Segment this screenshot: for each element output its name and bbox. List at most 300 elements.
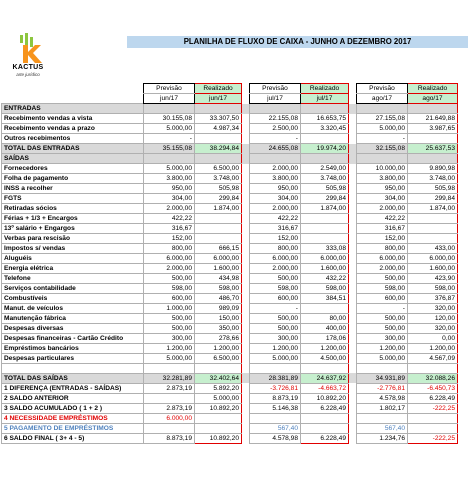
realized-value-m2 — [301, 134, 349, 144]
forecast-value-m1: 35.155,08 — [144, 144, 195, 154]
realized-value-m1: 38.294,84 — [195, 144, 242, 154]
column-gap — [349, 364, 357, 374]
forecast-value-m2: -3.726,81 — [250, 383, 301, 393]
forecast-value-m2: - — [250, 134, 301, 144]
realized-value-m3: 505,98 — [408, 184, 458, 194]
forecast-value-m2: 8.873,19 — [250, 393, 301, 403]
header-plan-label: Previsão — [250, 84, 301, 94]
column-gap — [242, 324, 250, 334]
forecast-value-m1: 316,67 — [144, 224, 195, 234]
header-plan-month: jun/17 — [144, 94, 195, 104]
realized-value-m2: 16.653,75 — [301, 114, 349, 124]
column-gap — [242, 364, 250, 374]
realized-value-m1: 299,84 — [195, 194, 242, 204]
table-row — [2, 433, 458, 443]
realized-value-m3: 1.200,00 — [408, 344, 458, 354]
table-row — [2, 304, 458, 314]
sheet-title: PLANILHA DE FLUXO DE CAIXA - JUNHO A DEZEMBRO 2017 — [127, 36, 468, 48]
column-gap — [349, 184, 357, 194]
row-label: 5 PAGAMENTO DE EMPRÉSTIMOS — [2, 423, 144, 433]
column-gap — [349, 373, 357, 383]
realized-value-m1: 150,00 — [195, 314, 242, 324]
realized-value-m1: 434,98 — [195, 274, 242, 284]
column-gap — [349, 334, 357, 344]
row-label: 13º salário + Engargos — [2, 224, 144, 234]
table-row — [2, 284, 458, 294]
column-gap — [349, 164, 357, 174]
forecast-value-m3: 316,67 — [357, 224, 408, 234]
forecast-value-m2: 28.381,89 — [250, 373, 301, 383]
header-real-month: ago/17 — [408, 94, 458, 104]
row-label: Outros recebimentos — [2, 134, 144, 144]
realized-value-m2 — [301, 304, 349, 314]
realized-value-m3: -6.450,73 — [408, 383, 458, 393]
realized-value-m3: 32.088,26 — [408, 373, 458, 383]
forecast-value-m2: 316,67 — [250, 224, 301, 234]
kactus-logo-icon — [16, 33, 44, 65]
realized-value-m2 — [301, 224, 349, 234]
row-label: TOTAL DAS SAÍDAS — [2, 373, 144, 383]
column-gap — [242, 403, 250, 413]
forecast-value-m1 — [144, 423, 195, 433]
realized-value-m3: 3.748,00 — [408, 174, 458, 184]
realized-value-m1 — [195, 413, 242, 423]
row-label: Telefone — [2, 274, 144, 284]
realized-value-m3: 598,00 — [408, 284, 458, 294]
column-gap — [242, 254, 250, 264]
row-label: Energia elétrica — [2, 264, 144, 274]
realized-value-m3: 120,00 — [408, 314, 458, 324]
column-gap — [349, 344, 357, 354]
table-row — [2, 324, 458, 334]
column-gap — [349, 433, 357, 443]
realized-value-m2 — [301, 154, 349, 164]
table-row — [2, 144, 458, 154]
forecast-value-m3: 500,00 — [357, 324, 408, 334]
realized-value-m2: 1.874,00 — [301, 204, 349, 214]
realized-value-m3 — [408, 224, 458, 234]
column-gap — [349, 134, 357, 144]
realized-value-m3: 21.649,88 — [408, 114, 458, 124]
table-row — [2, 423, 458, 433]
realized-value-m1: 5.892,20 — [195, 383, 242, 393]
header-plan-month: ago/17 — [357, 94, 408, 104]
table-row — [2, 224, 458, 234]
column-gap — [349, 244, 357, 254]
column-gap — [349, 214, 357, 224]
forecast-value-m2 — [250, 364, 301, 374]
table-row — [2, 314, 458, 324]
row-label: Aluguéis — [2, 254, 144, 264]
realized-value-m1 — [195, 214, 242, 224]
realized-value-m3: 6.228,49 — [408, 393, 458, 403]
column-gap — [349, 294, 357, 304]
realized-value-m1: 1.600,00 — [195, 264, 242, 274]
row-label: Manut. de veículos — [2, 304, 144, 314]
table-row — [2, 413, 458, 423]
realized-value-m2: 80,00 — [301, 314, 349, 324]
realized-value-m3 — [408, 134, 458, 144]
table-row — [2, 334, 458, 344]
row-label: Verbas para rescisão — [2, 234, 144, 244]
forecast-value-m3: 5.000,00 — [357, 124, 408, 134]
forecast-value-m1: 30.155,08 — [144, 114, 195, 124]
forecast-value-m3: 567,40 — [357, 423, 408, 433]
row-label: Férias + 1/3 + Encargos — [2, 214, 144, 224]
realized-value-m1: 666,15 — [195, 244, 242, 254]
realized-value-m3: 6.000,00 — [408, 254, 458, 264]
column-gap — [242, 393, 250, 403]
column-gap — [242, 104, 250, 114]
forecast-value-m1: 800,00 — [144, 244, 195, 254]
table-row — [2, 214, 458, 224]
forecast-value-m2: 2.000,00 — [250, 204, 301, 214]
header-blank — [2, 84, 144, 94]
column-gap — [349, 104, 357, 114]
table-row — [2, 234, 458, 244]
forecast-value-m1 — [144, 364, 195, 374]
forecast-value-m3: 10.000,00 — [357, 164, 408, 174]
row-label: Despesas diversas — [2, 324, 144, 334]
row-label: Combustíveis — [2, 294, 144, 304]
forecast-value-m1: 5.000,00 — [144, 124, 195, 134]
realized-value-m2 — [301, 234, 349, 244]
row-label: Manutenção fábrica — [2, 314, 144, 324]
forecast-value-m2: 422,22 — [250, 214, 301, 224]
forecast-value-m3: - — [357, 134, 408, 144]
column-gap — [349, 174, 357, 184]
column-gap — [242, 204, 250, 214]
column-gap — [349, 413, 357, 423]
forecast-value-m3: 27.155,08 — [357, 114, 408, 124]
realized-value-m3: -222,25 — [408, 403, 458, 413]
table-row — [2, 164, 458, 174]
realized-value-m2: 178,06 — [301, 334, 349, 344]
column-gap — [349, 124, 357, 134]
realized-value-m2: 3.748,00 — [301, 174, 349, 184]
table-row — [2, 124, 458, 134]
forecast-value-m1: 950,00 — [144, 184, 195, 194]
realized-value-m2: 598,00 — [301, 284, 349, 294]
forecast-value-m1: 500,00 — [144, 314, 195, 324]
realized-value-m2: 10.892,20 — [301, 393, 349, 403]
realized-value-m3 — [408, 423, 458, 433]
column-gap — [349, 403, 357, 413]
column-gap — [242, 274, 250, 284]
header-plan-label: Previsão — [357, 84, 408, 94]
row-label: INSS a recolher — [2, 184, 144, 194]
forecast-value-m3 — [357, 413, 408, 423]
forecast-value-m2: 2.000,00 — [250, 264, 301, 274]
forecast-value-m2: 800,00 — [250, 244, 301, 254]
row-label: 1 DIFERENÇA (ENTRADAS - SAÍDAS) — [2, 383, 144, 393]
realized-value-m1: 989,09 — [195, 304, 242, 314]
realized-value-m1: 6.500,00 — [195, 354, 242, 364]
column-gap — [242, 124, 250, 134]
realized-value-m1: 278,66 — [195, 334, 242, 344]
header-real-label: Realizado — [195, 84, 242, 94]
forecast-value-m3: 500,00 — [357, 274, 408, 284]
row-label — [2, 364, 144, 374]
forecast-value-m3: 500,00 — [357, 314, 408, 324]
row-label: 3 SALDO ACUMULADO ( 1 + 2 ) — [2, 403, 144, 413]
forecast-value-m1 — [144, 393, 195, 403]
forecast-value-m3: 152,00 — [357, 234, 408, 244]
table-row — [2, 274, 458, 284]
column-gap — [242, 84, 250, 94]
forecast-value-m1: 300,00 — [144, 334, 195, 344]
row-label: FGTS — [2, 194, 144, 204]
row-label: 6 SALDO FINAL ( 3+ 4 - 5) — [2, 433, 144, 443]
realized-value-m1: 505,98 — [195, 184, 242, 194]
column-gap — [349, 204, 357, 214]
forecast-value-m2: 4.578,98 — [250, 433, 301, 443]
logo-name: KACTUS — [12, 64, 44, 71]
forecast-value-m1: 2.000,00 — [144, 264, 195, 274]
realized-value-m1: 1.874,00 — [195, 204, 242, 214]
forecast-value-m2: 567,40 — [250, 423, 301, 433]
header-real-label: Realizado — [301, 84, 349, 94]
realized-value-m3: 299,84 — [408, 194, 458, 204]
column-gap — [242, 354, 250, 364]
logo-tagline: arte jurídico — [16, 72, 40, 77]
forecast-value-m3: 1.802,17 — [357, 403, 408, 413]
column-gap — [349, 234, 357, 244]
row-label: Recebimento vendas a vista — [2, 114, 144, 124]
forecast-value-m2: 22.155,08 — [250, 114, 301, 124]
table-row — [2, 204, 458, 214]
column-gap — [242, 234, 250, 244]
column-gap — [242, 184, 250, 194]
table-row — [2, 294, 458, 304]
forecast-value-m2: 1.200,00 — [250, 344, 301, 354]
header-real-label: Realizado — [408, 84, 458, 94]
forecast-value-m3: 3.800,00 — [357, 174, 408, 184]
forecast-value-m2: 500,00 — [250, 324, 301, 334]
column-gap — [242, 154, 250, 164]
realized-value-m2: 432,22 — [301, 274, 349, 284]
header-row-label — [2, 84, 458, 94]
forecast-value-m3: 32.155,08 — [357, 144, 408, 154]
realized-value-m3 — [408, 413, 458, 423]
realized-value-m3: 4.567,09 — [408, 354, 458, 364]
realized-value-m1 — [195, 104, 242, 114]
column-gap — [242, 244, 250, 254]
realized-value-m1: 4.987,34 — [195, 124, 242, 134]
table-row — [2, 154, 458, 164]
realized-value-m2: 3.320,45 — [301, 124, 349, 134]
forecast-value-m1: 304,00 — [144, 194, 195, 204]
row-label: Despesas financeiras - Cartão Crédito — [2, 334, 144, 344]
realized-value-m2: 400,00 — [301, 324, 349, 334]
realized-value-m3 — [408, 364, 458, 374]
realized-value-m2 — [301, 214, 349, 224]
realized-value-m3: 25.637,53 — [408, 144, 458, 154]
forecast-value-m1: 152,00 — [144, 234, 195, 244]
column-gap — [349, 354, 357, 364]
forecast-value-m3: 1.200,00 — [357, 344, 408, 354]
row-label: Fornecedores — [2, 164, 144, 174]
forecast-value-m3: 950,00 — [357, 184, 408, 194]
forecast-value-m3: 300,00 — [357, 334, 408, 344]
forecast-value-m3: 6.000,00 — [357, 254, 408, 264]
table-row — [2, 364, 458, 374]
forecast-value-m2 — [250, 154, 301, 164]
column-gap — [349, 154, 357, 164]
column-gap — [242, 344, 250, 354]
forecast-value-m2 — [250, 104, 301, 114]
forecast-value-m2: 2.500,00 — [250, 124, 301, 134]
forecast-value-m1: 5.000,00 — [144, 164, 195, 174]
column-gap — [349, 274, 357, 284]
column-gap — [349, 284, 357, 294]
forecast-value-m3: 2.000,00 — [357, 264, 408, 274]
forecast-value-m1: 6.000,00 — [144, 254, 195, 264]
forecast-value-m2: 500,00 — [250, 274, 301, 284]
row-label: Despesas particulares — [2, 354, 144, 364]
table-row — [2, 104, 458, 114]
realized-value-m1 — [195, 224, 242, 234]
column-gap — [349, 393, 357, 403]
realized-value-m1: 10.892,20 — [195, 433, 242, 443]
realized-value-m3: 0,00 — [408, 334, 458, 344]
table-row — [2, 194, 458, 204]
forecast-value-m1: 2.873,19 — [144, 383, 195, 393]
column-gap — [349, 194, 357, 204]
forecast-value-m2: 500,00 — [250, 314, 301, 324]
realized-value-m2 — [301, 364, 349, 374]
realized-value-m2 — [301, 413, 349, 423]
forecast-value-m2: 24.655,08 — [250, 144, 301, 154]
realized-value-m2: 333,08 — [301, 244, 349, 254]
forecast-value-m2: 5.146,38 — [250, 403, 301, 413]
column-gap — [242, 334, 250, 344]
column-gap — [349, 94, 357, 104]
realized-value-m3 — [408, 234, 458, 244]
realized-value-m2: 299,84 — [301, 194, 349, 204]
row-label: Recebimento vendas a prazo — [2, 124, 144, 134]
table-row — [2, 114, 458, 124]
column-gap — [349, 84, 357, 94]
column-gap — [349, 144, 357, 154]
realized-value-m2: 1.200,00 — [301, 344, 349, 354]
row-label: Folha de pagamento — [2, 174, 144, 184]
forecast-value-m3: 34.931,89 — [357, 373, 408, 383]
forecast-value-m2 — [250, 413, 301, 423]
column-gap — [242, 174, 250, 184]
forecast-value-m1: 6.000,00 — [144, 413, 195, 423]
table-row — [2, 134, 458, 144]
realized-value-m3 — [408, 104, 458, 114]
forecast-value-m2: 152,00 — [250, 234, 301, 244]
column-gap — [349, 383, 357, 393]
realized-value-m2: 6.000,00 — [301, 254, 349, 264]
realized-value-m1: 598,00 — [195, 284, 242, 294]
column-gap — [242, 134, 250, 144]
row-label: ENTRADAS — [2, 104, 144, 114]
forecast-value-m2: 304,00 — [250, 194, 301, 204]
realized-value-m3: 3.987,65 — [408, 124, 458, 134]
column-gap — [349, 314, 357, 324]
table-row — [2, 373, 458, 383]
forecast-value-m1 — [144, 154, 195, 164]
realized-value-m2: 19.974,20 — [301, 144, 349, 154]
table-row — [2, 393, 458, 403]
realized-value-m1: 6.000,00 — [195, 254, 242, 264]
forecast-value-m1: 5.000,00 — [144, 354, 195, 364]
row-label: 4 NECESSIDADE EMPRÉSTIMOS — [2, 413, 144, 423]
forecast-value-m1: - — [144, 134, 195, 144]
cash-flow-table — [1, 83, 458, 444]
column-gap — [242, 413, 250, 423]
column-gap — [242, 423, 250, 433]
forecast-value-m1: 500,00 — [144, 324, 195, 334]
forecast-value-m2: 598,00 — [250, 284, 301, 294]
realized-value-m3: 376,87 — [408, 294, 458, 304]
forecast-value-m3 — [357, 364, 408, 374]
realized-value-m1: 486,70 — [195, 294, 242, 304]
forecast-value-m1: 422,22 — [144, 214, 195, 224]
header-plan-label: Previsão — [144, 84, 195, 94]
column-gap — [349, 114, 357, 124]
forecast-value-m1: 1.000,00 — [144, 304, 195, 314]
forecast-value-m1: 8.873,19 — [144, 433, 195, 443]
forecast-value-m3: -2.776,81 — [357, 383, 408, 393]
column-gap — [349, 264, 357, 274]
column-gap — [242, 433, 250, 443]
realized-value-m2: 384,51 — [301, 294, 349, 304]
realized-value-m2: 4.500,00 — [301, 354, 349, 364]
forecast-value-m3 — [357, 104, 408, 114]
realized-value-m1: 5.000,00 — [195, 393, 242, 403]
column-gap — [242, 114, 250, 124]
forecast-value-m1: 500,00 — [144, 274, 195, 284]
column-gap — [349, 254, 357, 264]
realized-value-m2: 6.228,49 — [301, 433, 349, 443]
forecast-value-m3: 800,00 — [357, 244, 408, 254]
header-real-month: jul/17 — [301, 94, 349, 104]
forecast-value-m3: 598,00 — [357, 284, 408, 294]
realized-value-m2 — [301, 423, 349, 433]
forecast-value-m3: 5.000,00 — [357, 354, 408, 364]
forecast-value-m2: - — [250, 304, 301, 314]
column-gap — [349, 324, 357, 334]
column-gap — [242, 264, 250, 274]
column-gap — [242, 164, 250, 174]
realized-value-m2: 1.600,00 — [301, 264, 349, 274]
forecast-value-m3: 304,00 — [357, 194, 408, 204]
column-gap — [242, 284, 250, 294]
forecast-value-m2: 950,00 — [250, 184, 301, 194]
realized-value-m3 — [408, 214, 458, 224]
column-gap — [242, 294, 250, 304]
forecast-value-m3: - — [357, 304, 408, 314]
realized-value-m2: 24.637,92 — [301, 373, 349, 383]
realized-value-m2: 2.549,00 — [301, 164, 349, 174]
table-row — [2, 403, 458, 413]
forecast-value-m3 — [357, 154, 408, 164]
column-gap — [242, 224, 250, 234]
forecast-value-m2: 2.000,00 — [250, 164, 301, 174]
header-row-month — [2, 94, 458, 104]
table-row — [2, 174, 458, 184]
realized-value-m2: 505,98 — [301, 184, 349, 194]
forecast-value-m3: 4.578,98 — [357, 393, 408, 403]
forecast-value-m2: 300,00 — [250, 334, 301, 344]
forecast-value-m1: 1.200,00 — [144, 344, 195, 354]
column-gap — [349, 304, 357, 314]
table-row — [2, 383, 458, 393]
